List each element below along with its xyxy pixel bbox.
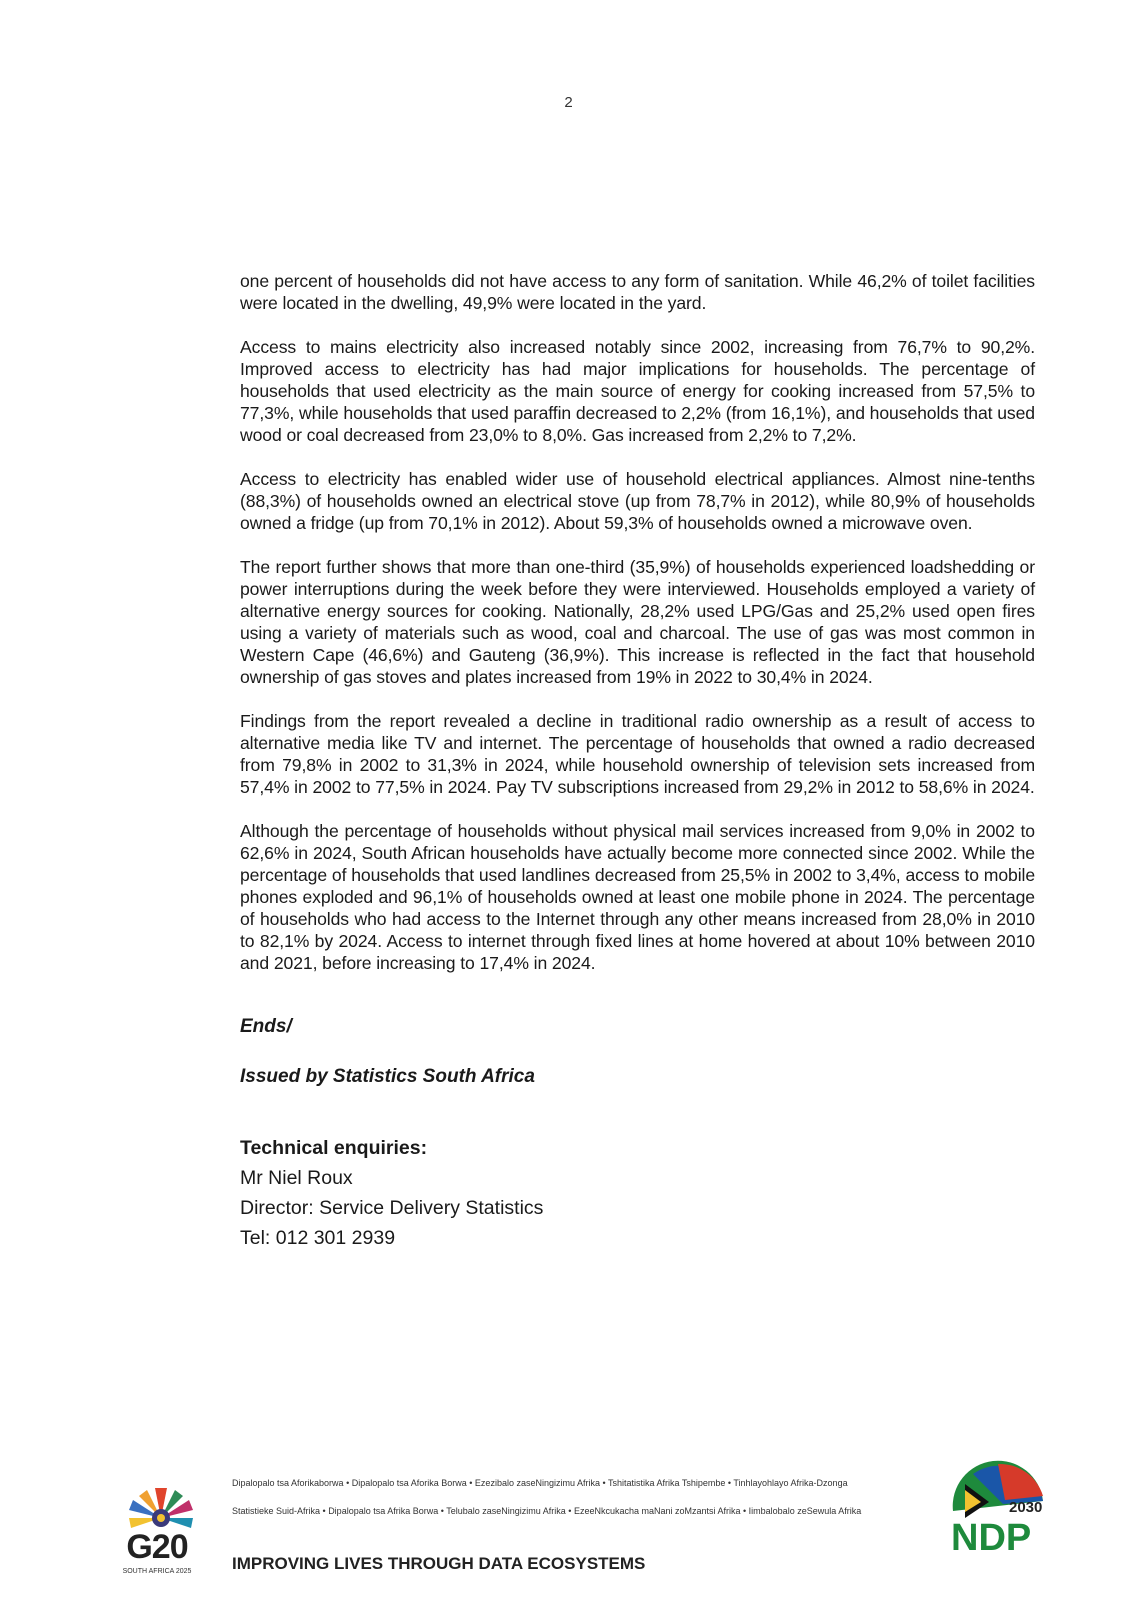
- ndp-year: 2030: [1009, 1499, 1043, 1516]
- ndp-label: NDP: [951, 1517, 1032, 1556]
- document-body: [240, 270, 1035, 1253]
- page-number: 2: [564, 94, 573, 111]
- footer: [0, 1450, 1137, 1600]
- contact-role: Director: Service Delivery Statistics: [240, 1197, 544, 1219]
- paragraph-media: Findings from the report revealed a decline in traditional radio ownership as a result of access to alternative media like TV and internet. The percentage of households that owned a radio decreased from 79,8% in 2002 to 31,3% in 2024, while household ownership of television sets increased from 57,4% in 2002 to 77,5% in 2024. Pay TV subscriptions increased from 29,2% in 2012 to 58,6% in 2024.: [240, 711, 1035, 797]
- ndp-logo-icon: [943, 1456, 1053, 1556]
- technical-enquiries: [240, 1133, 1035, 1253]
- language-line-2: Statistieke Suid-Afrika • Dipalopalo tsa Afrika Borwa • Telubalo zaseNingizimu Afrika • EzeeNkcukacha maNani zoMzantsi Afrika • Iimbalobalo zeSewula Afrika: [232, 1506, 862, 1516]
- language-line-1: Dipalopalo tsa Aforikaborwa • Dipalopalo tsa Aforika Borwa • Ezezibalo zaseNingizimu Afrika • Tshitatistika Afrika Tshipembe • Tinhlayohlayo Afrika-Dzonga: [232, 1478, 848, 1488]
- g20-subtitle: SOUTH AFRICA 2025: [122, 1568, 192, 1575]
- contact-tel: Tel: 012 301 2939: [240, 1227, 396, 1249]
- issued-by: Issued by Statistics South Africa: [240, 1066, 535, 1087]
- footer-tagline: IMPROVING LIVES THROUGH DATA ECOSYSTEMS: [232, 1554, 646, 1573]
- paragraph-sanitation: one percent of households did not have access to any form of sanitation. While 46,2% of toilet facilities were located in the dwelling, 49,9% were located in the yard.: [240, 271, 1035, 313]
- paragraph-loadshedding: The report further shows that more than one-third (35,9%) of households experienced loadshedding or power interruptions during the week before they were interviewed. Households employed a variety of alternative energy sources for cooking. Nationally, 28,2% used LPG/Gas and 25,2% used open fires using a variety of materials such as wood, coal and charcoal. The use of gas was most common in Western Cape (46,6%) and Gauteng (36,9%). This increase is reflected in the fact that household ownership of gas stoves and plates increased from 19% in 2022 to 30,4% in 2024.: [240, 557, 1035, 687]
- enquiries-title: Technical enquiries:: [240, 1137, 428, 1159]
- paragraph-connectivity: Although the percentage of households without physical mail services increased from 9,0% in 2002 to 62,6% in 2024, South African households have actually become more connected since 2002. While the percentage of households that used landlines decreased from 25,5% in 2002 to 3,4%, access to mobile phones exploded and 96,1% of households owned at least one mobile phone in 2024. The percentage of households who had access to the Internet through any other means increased from 28,0% in 2010 to 82,1% by 2024. Access to internet through fixed lines at home hovered at about 10% between 2010 and 2021, before increasing to 17,4% in 2024.: [240, 821, 1035, 973]
- paragraph-appliances: Access to electricity has enabled wider use of household electrical appliances. Almost nine-tenths (88,3%) of households owned an electrical stove (up from 78,7% in 2012), while 80,9% of households owned a fridge (up from 70,1% in 2012). About 59,3% of households owned a microwave oven.: [240, 469, 1035, 533]
- contact-name: Mr Niel Roux: [240, 1167, 353, 1189]
- ends-marker: Ends/: [240, 1016, 292, 1037]
- paragraph-electricity: Access to mains electricity also increased notably since 2002, increasing from 76,7% to 90,2%. Improved access to electricity has had major implications for households. The percentage of households that used electricity as the main source of energy for cooking increased from 57,5% to 77,3%, while households that used paraffin decreased to 2,2% (from 16,1%), and households that used wood or coal decreased from 23,0% to 8,0%. Gas increased from 2,2% to 7,2%.: [240, 337, 1035, 445]
- g20-label: G20: [126, 1528, 188, 1566]
